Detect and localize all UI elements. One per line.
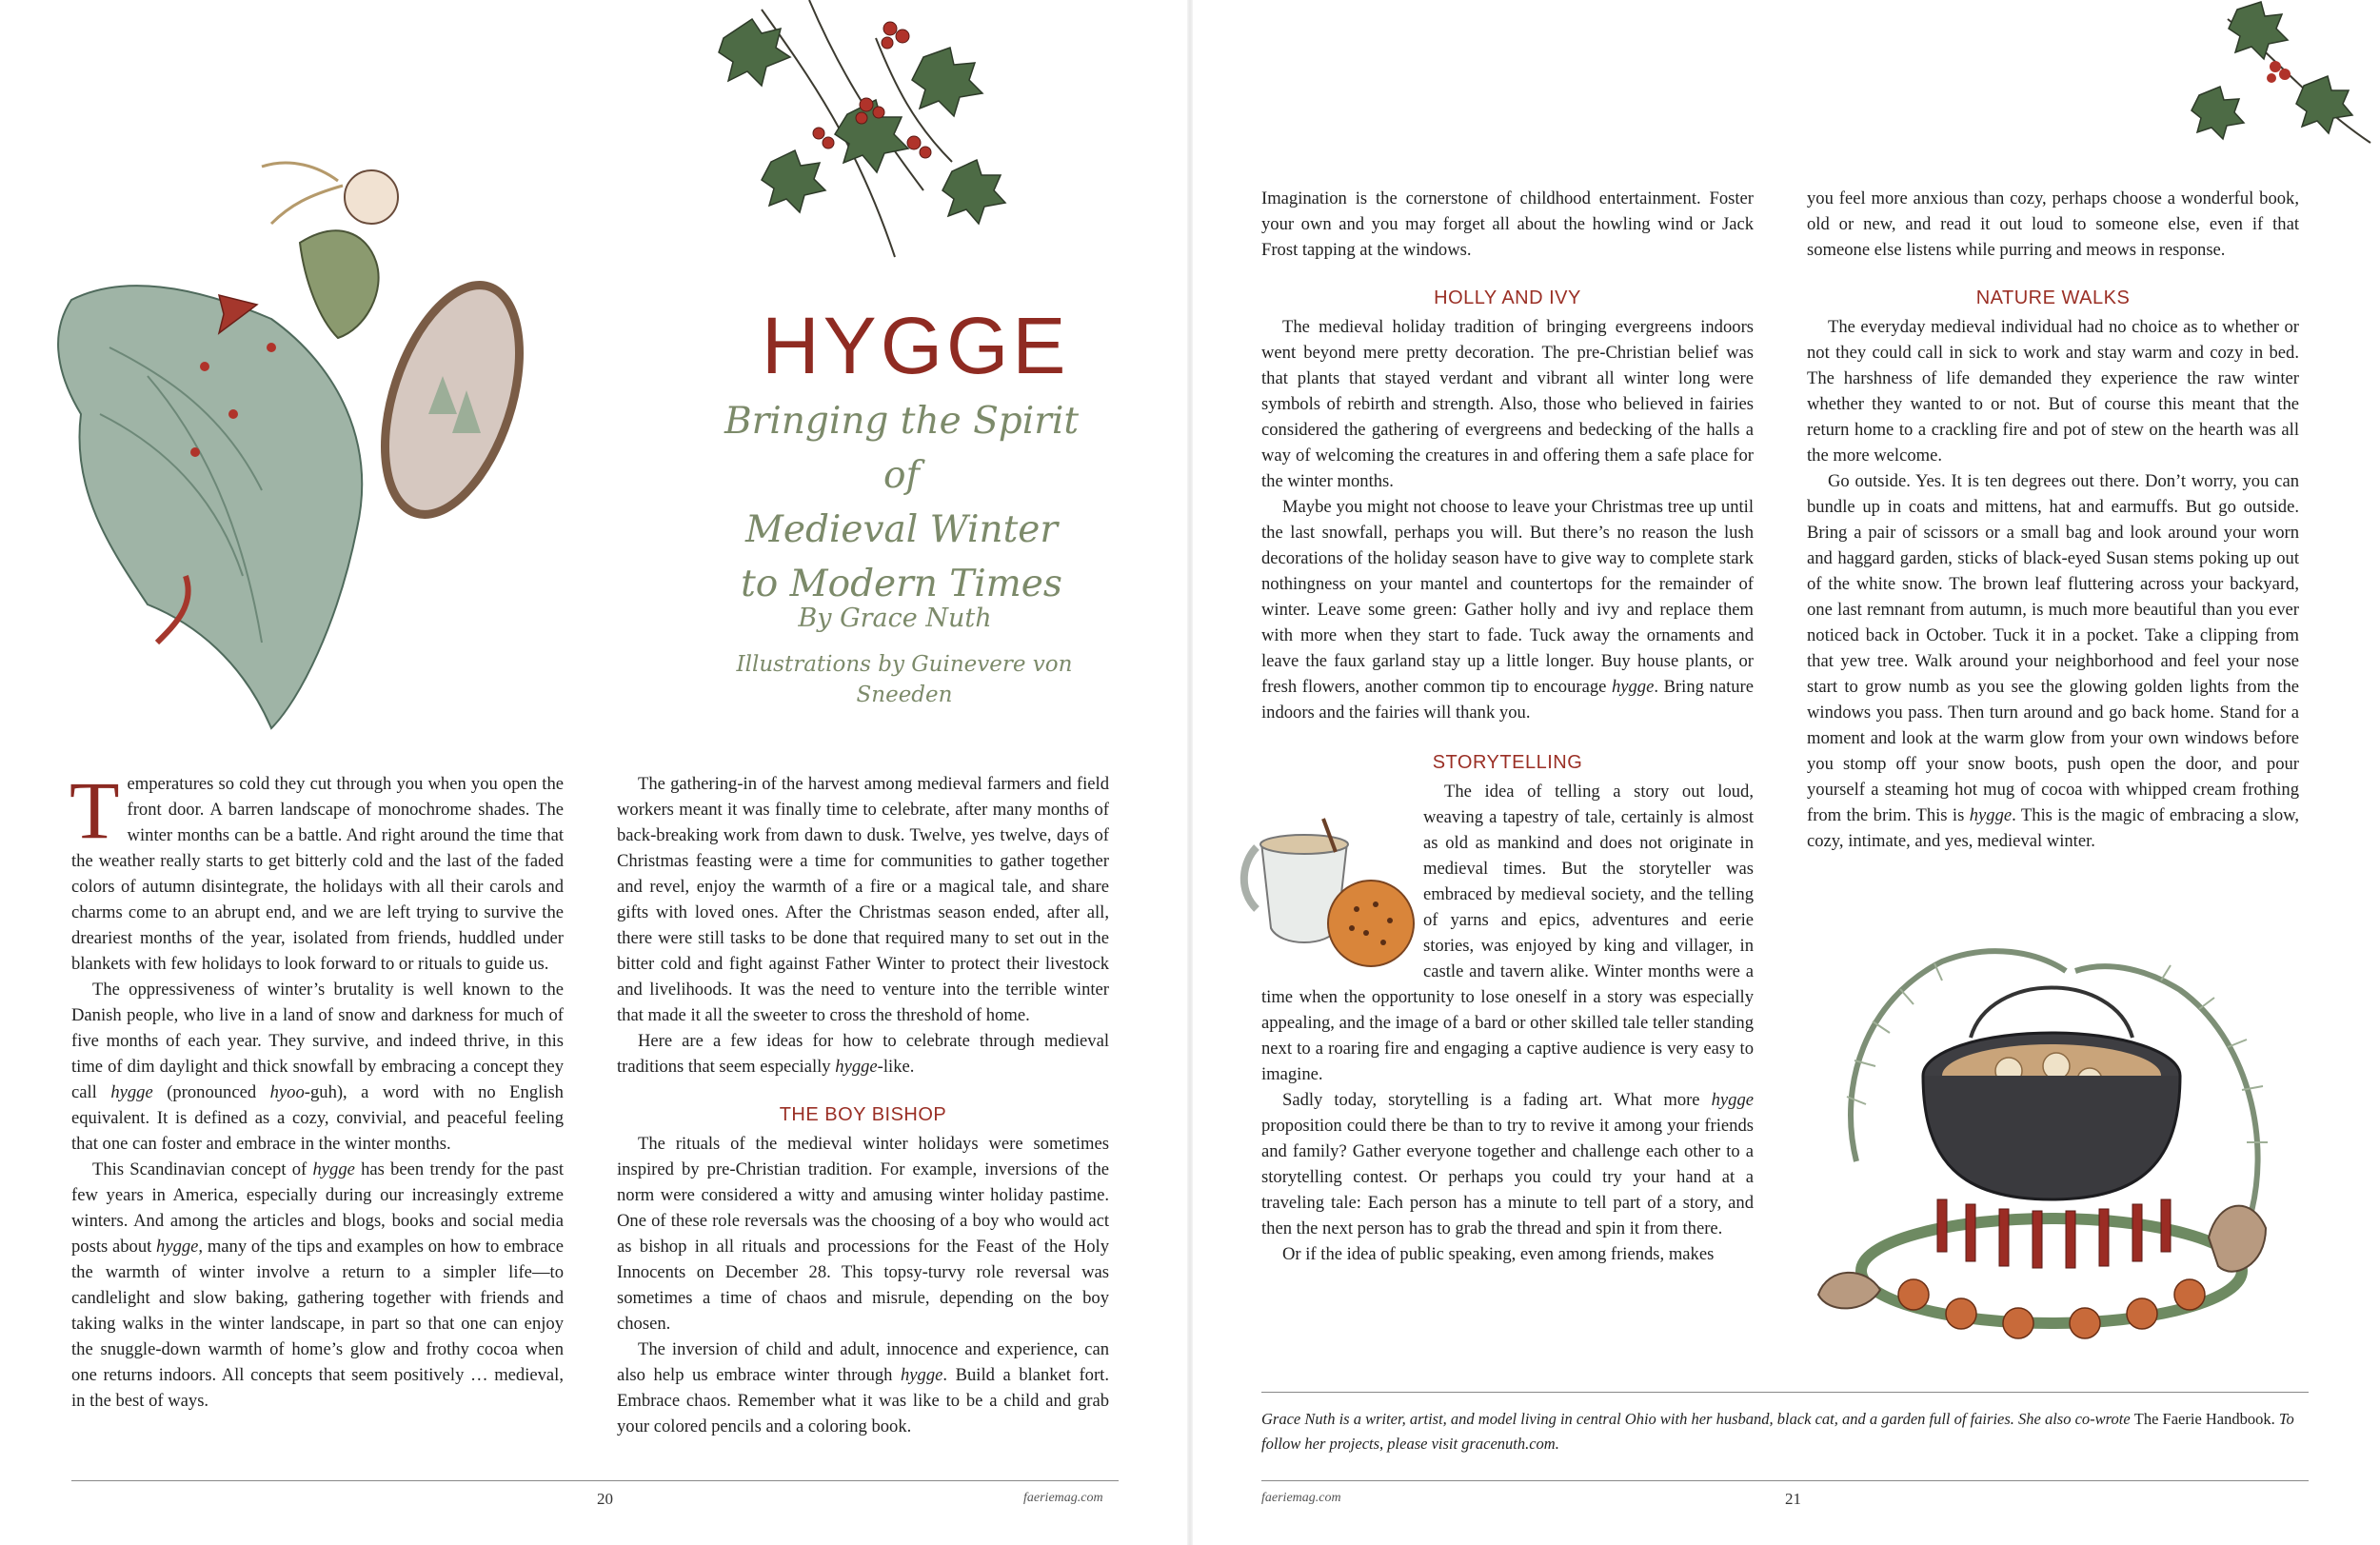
cocoa-and-pomander-illustration-icon	[1233, 814, 1423, 980]
site-url: faeriemag.com	[1261, 1491, 1341, 1505]
paragraph: Or if the idea of public speaking, even among friends, makes	[1282, 1244, 1715, 1264]
left-column-2	[617, 771, 1109, 1439]
paragraph: Here are a few ideas for how to celebrate through medieval traditions that seem especially hygge-like.	[617, 1031, 1109, 1077]
author-bio: Grace Nuth is a writer, artist, and model living in central Ohio with her husband, black cat, and a garden full of fairies. She also co-wrote The Faerie Handbook. To follow her projects, please visit gracenuth.com.	[1261, 1410, 2294, 1453]
article-subtitle	[716, 394, 1087, 611]
paragraph: Go outside. Yes. It is ten degrees out there. Don’t worry, you can bundle up in coats and mittens, hat and earmuffs. But go outside. Bring a pair of scissors or a small bag and look around your worn and haggard garden, sticks of black-eyed Susan stems poking up out of the white snow. The brown leaf fluttering across your backyard, one last remnant from autumn, is much more beautiful than you ever noticed back in October. Tuck it in a pocket. Take a clipping from that yew tree. Walk around your neighborhood and feel your nose start to grow numb as you see the glowing golden lights from the windows you pass. Then turn around and go back home. Stand for a moment and look at the warm glow from your own windows before you stomp off your snow boots, push open the door, and pour yourself a steaming hot mug of cocoa with whipped cream frothing from the brim. This is hygge. This is the magic of embracing a slow, cozy, intimate, and yes, medieval winter.	[1807, 471, 2299, 851]
right-page	[1190, 0, 2380, 1545]
right-column-2	[1807, 186, 2299, 854]
paragraph: Imagination is the cornerstone of childhood entertainment. Foster your own and you may forget all about the howling wind or Jack Frost tapping at the windows.	[1261, 188, 1754, 260]
paragraph: The oppressiveness of winter’s brutality is well known to the Danish people, who live in a land of snow and darkness for much of five months of each year. They survive, and indeed thrive, in this time of dim daylight and thick snowfall by embracing a concept they call hygge (pronounced hyoo-guh), a word with no English equivalent. It is defined as a cozy, convivial, and peaceful feeling that one can foster and embrace in the winter months.	[71, 980, 564, 1154]
paragraph: The everyday medieval individual had no choice as to whether or not they could call in sick to work and stay warm and cozy in bed. The harshness of life demanded they experience the raw winter whether they wanted to or not. But of course this meant that the return home to a crackling fire and pot of stew on the hearth was all the more welcome.	[1807, 317, 2299, 465]
holly-sprig-icon	[2199, 0, 2380, 181]
drop-cap: T	[69, 764, 120, 856]
paragraph: The gathering-in of the harvest among medieval farmers and field workers meant it was finally time to celebrate, after many months of back-breaking work from dawn to dusk. Twelve, yes twelve, days of Christmas feasting were a time for communities to gather together and revel, enjoy the warmth of a fire or a magical tale, and share gifts with loved ones. After the Christmas season ended, after all, there were still tasks to be done that required many to set out in the bitter cold and fight against Father Winter to protect their livestock and livelihoods. It was the need to venture into the terrible winter that made it all the sweeter to cross the threshold of home.	[617, 774, 1109, 1025]
bio-rule	[1261, 1392, 2309, 1393]
stew-pot-candles-mice-illustration-icon	[1799, 914, 2304, 1361]
article-title: HYGGE	[762, 301, 1070, 390]
paragraph: This Scandinavian concept of hygge has been trendy for the past few years in America, especially during our increasingly extreme winters. And among the articles and blogs, books and social media posts about hygge, many of the tips and examples on how to embrace the warmth of winter involve a return to a simpler life—to candlelight and slow baking, gathering together with friends and taking walks in the winter landscape, in part so that one can enjoy the snuggle-down warmth of home’s glow and frothy cocoa when one returns indoors. All concepts that seem positively … medieval, in the best of ways.	[71, 1159, 565, 1411]
fairy-with-mirror-illustration-icon	[52, 129, 585, 738]
section-heading-nature-walks: NATURE WALKS	[1975, 287, 2131, 308]
section-heading-storytelling: STORYTELLING	[1432, 752, 1583, 773]
paragraph: Maybe you might not choose to leave your Christmas tree up until the last snowfall, perhaps you will. But there’s no reason the lush decorations of the holiday season have to give way to complete stark nothingness on your mantel and countertops for the remainder of winter. Leave some green: Gather holly and ivy and replace them with more when they start to fade. Tuck away the ornaments and leave the faux garland stay up a little longer. Buy house plants, or fresh flowers, another common tip to encourage hygge. Bring nature indoors and the fairies will thank you.	[1261, 497, 1754, 723]
page-number: 20	[597, 1490, 613, 1508]
footer-rule	[71, 1480, 1119, 1481]
subtitle-line-3: to Modern Times	[741, 563, 1062, 605]
illustrator-credit: Illustrations by Guinevere von Sneeden	[736, 652, 1073, 707]
page-number: 21	[1785, 1490, 1801, 1508]
paragraph: you feel more anxious than cozy, perhaps choose a wonderful book, old or new, and read it out loud to someone else, even if that someone else listens while purring and meows in response.	[1807, 188, 2299, 260]
paragraph: The inversion of child and adult, innocence and experience, can also help us embrace winter through hygge. Build a blanket fort. Embrace chaos. Remember what it was like to be a child and grab your colored pencils and a coloring book.	[617, 1339, 1109, 1436]
subtitle-line-1: Bringing the Spirit of	[724, 400, 1080, 497]
footer-rule	[1261, 1480, 2309, 1481]
subtitle-line-2: Medieval Winter	[744, 508, 1059, 551]
site-url: faeriemag.com	[1023, 1491, 1103, 1505]
section-heading-holly-and-ivy: HOLLY AND IVY	[1434, 287, 1581, 308]
paragraph: The idea of telling a story out loud, weaving a tapestry of tale, certainly is almost as old as mankind and does not originate in medieval times. But the storyteller was embraced by medieval society, and the telling of yarns and epics, adventures and eerie stories, was enjoyed by king and villager, in castle and tavern alike. Winter months were a time when the opportunity to lose oneself in a story was especially appealing, and the image of a bard or other skilled tale teller standing next to a roaring fire and engaging a captive audience is very easy to imagine.	[1261, 782, 1754, 1084]
section-heading-boy-bishop: THE BOY BISHOP	[779, 1104, 947, 1125]
paragraph: The rituals of the medieval winter holidays were sometimes inspired by pre-Christian tradition. For example, inversions of the norm were considered a witty and amusing winter holiday pastime. One of these role reversals was the choosing of a boy who would act as bishop in all rituals and processions for the Feast of the Holy Innocents on December 28. This topsy-turvy role reversal was sometimes a time of chaos and misrule, depending on the boy chosen.	[617, 1134, 1109, 1334]
left-column-1	[69, 764, 565, 1414]
right-column-1	[1261, 186, 1754, 1267]
paragraph: Sadly today, storytelling is a fading art. What more hygge proposition could there be than to try to revive it among your friends and family? Gather everyone together and challenge each other to a storytelling contest. Or perhaps you could try your hand at a traveling tale: Each person has a minute to tell part of a story, and then the next person has to grab the thread and spin it from there.	[1261, 1090, 1754, 1238]
author-byline: By Grace Nuth	[798, 604, 992, 633]
intro-paragraph: Temperatures so cold they cut through you when you open the front door. A barren landscape of monochrome shades. The winter months can be a battle. And right around the time that the weather really starts to get bitterly cold and the last of the faded colors of autumn disintegrate, the holidays with all their carols and charms come to an abrupt end, and we are left trying to survive the dreariest months of the year, isolated from friends, huddled under blankets with few holidays to look forward to or rituals to guide us.	[69, 764, 564, 974]
holly-illustration-icon	[704, 0, 1028, 276]
paragraph: The medieval holiday tradition of bringing evergreens indoors went beyond mere pretty decoration. The pre-Christian belief was that plants that stayed verdant and vibrant all winter long were symbols of rebirth and strength. Also, those who believed in fairies considered the gathering of evergreens and bedecking of the halls a way of welcoming the creatures in and offering them a safe place for the winter months.	[1261, 317, 1754, 491]
